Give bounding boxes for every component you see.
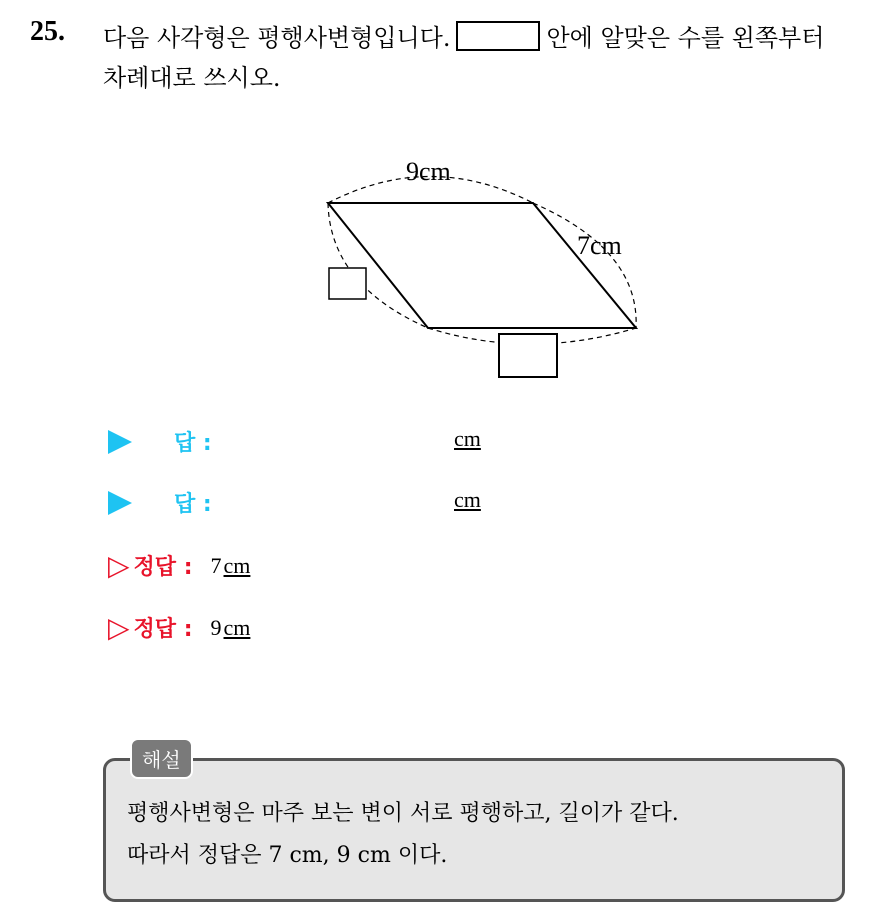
right-side-label: 7cm: [577, 231, 622, 260]
explanation-box: [103, 758, 845, 902]
solution-row-1: [108, 550, 250, 581]
answer-label: 답 :: [174, 431, 212, 456]
question-text-line2: 차례대로 쓰시오.: [103, 64, 281, 92]
explanation-line-1: 평행사변형은 마주 보는 변이 서로 평행하고, 길이가 같다.: [127, 801, 679, 826]
solution-row-2: [108, 612, 250, 643]
answer-row-2: [108, 487, 481, 517]
solution-label: 정답 :: [133, 555, 193, 580]
answer-arrow-icon: [108, 491, 132, 515]
answer-row-1: [108, 426, 481, 456]
solution-label: 정답 :: [133, 617, 193, 642]
bottom-answer-box: [499, 334, 557, 377]
parallelogram-figure: [0, 0, 884, 420]
solution-value: 7: [210, 552, 222, 578]
question-text-before-box: 다음 사각형은 평행사변형입니다.: [103, 24, 451, 52]
solution-value: 9: [210, 614, 222, 640]
solution-unit: cm: [223, 552, 251, 578]
answer-arrow-icon: [108, 430, 132, 454]
explanation-tag: 해설: [130, 738, 193, 779]
answer-unit: cm: [454, 426, 481, 451]
solution-arrow-icon: ▷: [108, 610, 130, 644]
solution-unit: cm: [223, 614, 251, 640]
question-text-after-box: 안에 알맞은 수를 왼쪽부터: [546, 24, 825, 52]
solution-arrow-icon: ▷: [108, 548, 130, 582]
question-number: 25.: [30, 16, 65, 47]
top-side-label: 9cm: [406, 157, 451, 186]
left-answer-box: [329, 268, 366, 299]
answer-unit: cm: [454, 487, 481, 512]
explanation-line-2: 따라서 정답은 7 cm, 9 cm 이다.: [127, 843, 448, 868]
answer-label: 답 :: [174, 492, 212, 517]
parallelogram-shape: [328, 203, 636, 328]
